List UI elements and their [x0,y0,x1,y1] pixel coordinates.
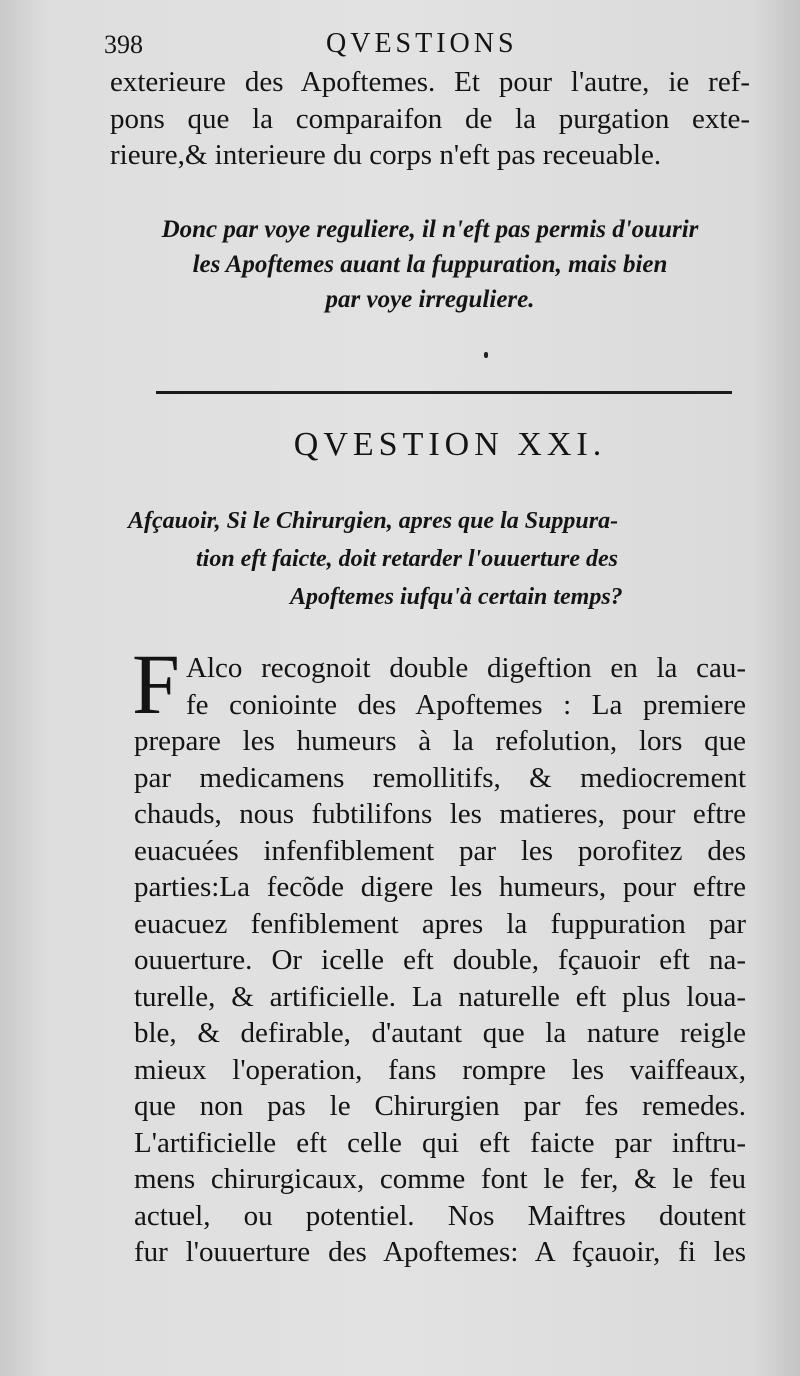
text-line: Alco recognoit double digeftion en la cau- [186,652,746,684]
previous-paragraph [110,64,750,174]
text-line: rieure,& interieure du corps n'eft pas receuable. [110,139,662,171]
text-line: euacuées infenfiblement par les porofitez des [134,834,746,867]
text-line: euacuez fenfiblement apres la fuppuration par [134,907,746,940]
page-number: 398 [104,30,143,59]
text-line: L'artificielle eft celle qui eft faicte par inftru- [134,1126,746,1159]
ornament-dot [484,352,488,358]
text-line: pons que la comparaifon de la purgation exte- [110,102,750,135]
running-head [104,26,724,66]
text-line: fur l'ouuerture des Apoftemes: A fçauoir, fi les [134,1236,746,1268]
text-line: parties:La fecõde digere les humeurs, pour eftre [134,871,746,903]
text-line: par medicamens remollitifs, & mediocrement [134,761,746,794]
text-line: exterieure des Apoftemes. Et pour l'autre, ie ref- [110,66,750,98]
text-line: turelle, & artificielle. La naturelle eft plus loua- [134,980,746,1013]
text-line: mieux l'operation, fans rompre les vaiffeaux, [134,1053,746,1086]
text-line: que non pas le Chirurgien par fes remedes. [134,1090,746,1122]
question-subtitle [120,502,760,616]
text-line: actuel, ou potentiel. Nos Maiftres doutent [134,1199,746,1232]
body-paragraph [134,650,746,1271]
conclusion-line: par voye irreguliere. [325,286,535,313]
subtitle-line: Afçauoir, Si le Chirurgien, apres que la Suppura- [128,508,619,534]
section-divider [156,391,732,394]
text-line: fe coniointe des Apoftemes : La premiere [186,688,746,721]
conclusion-line: les Apoftemes auant la fuppuration, mais bien [192,251,668,278]
text-line: chauds, nous fubtilifons les matieres, pour eftre [134,798,746,830]
subtitle-line: tion eft faicte, doit retarder l'ouuerture des [196,546,618,572]
conclusion-line: Donc par voye reguliere, il n'eft pas permis d'ouurir [161,216,699,243]
drop-cap: F [132,636,180,732]
text-line: ouuerture. Or icelle eft double, fçauoir eft na- [134,944,746,976]
subtitle-line: Apoftemes iufqu'à certain temps? [290,584,623,610]
running-title: QVESTIONS [326,28,518,59]
text-line: prepare les humeurs à la refolution, lors que [134,725,746,757]
text-line: mens chirurgicaux, comme font le fer, & le feu [134,1163,746,1195]
question-title: QVESTION XXI. [293,426,607,463]
conclusion-block [120,212,740,317]
text-line: ble, & defirable, d'autant que la nature reigle [134,1017,746,1049]
